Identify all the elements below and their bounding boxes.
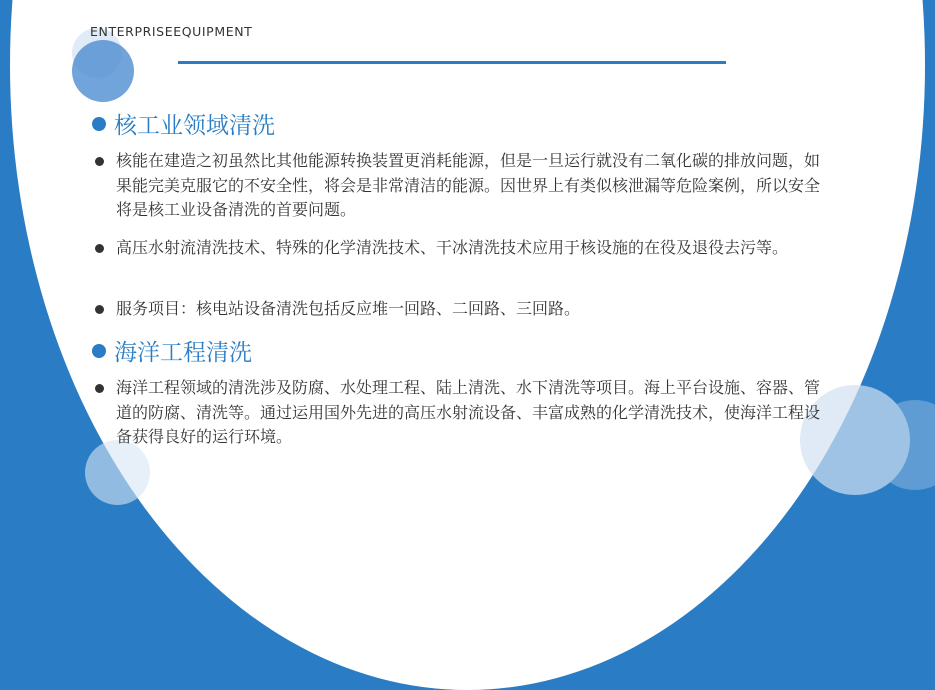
list-item (95, 236, 830, 261)
bullet-dot-icon (95, 305, 104, 314)
list-item-text: 高压水射流清洗技术、特殊的化学清洗技术、干冰清洗技术应用于核设施的在役及退役去污等。 (116, 238, 789, 257)
decorative-circle (85, 440, 150, 505)
list-item (95, 376, 830, 450)
bullet-dot-icon (95, 384, 104, 393)
list-item-text: 海洋工程领域的清洗涉及防腐、水处理工程、陆上清洗、水下清洗等项目。海上平台设施、容器、管道的防腐、清洗等。通过运用国外先进的高压水射流设备、丰富成熟的化学清洗技术，使海洋工程设备获得良好的运行环境。 (116, 378, 821, 446)
decorative-circle (72, 40, 134, 102)
section-title-text: 核工业领域清洗 (114, 113, 275, 139)
list-item-text: 服务项目：核电站设备清洗包括反应堆一回路、二回路、三回路。 (116, 299, 581, 318)
header-divider (178, 61, 726, 64)
bullet-dot-icon (95, 157, 104, 166)
bullet-dot-icon (95, 244, 104, 253)
list-item (95, 297, 830, 322)
bullet-dot-icon (92, 117, 106, 131)
section-title-nuclear (92, 107, 275, 140)
bullet-dot-icon (92, 344, 106, 358)
list-item (95, 149, 830, 223)
list-item-text: 核能在建造之初虽然比其他能源转换装置更消耗能源，但是一旦运行就没有二氧化碳的排放问题，如果能完美克服它的不安全性，将会是非常清洁的能源。因世界上有类似核泄漏等危险案例，所以安全将是核工业设备清洗的首要问题。 (116, 151, 821, 219)
section-title-text: 海洋工程清洗 (114, 340, 252, 366)
section-title-marine (92, 334, 252, 367)
brand-label: ENTERPRISEEQUIPMENT (90, 24, 253, 39)
